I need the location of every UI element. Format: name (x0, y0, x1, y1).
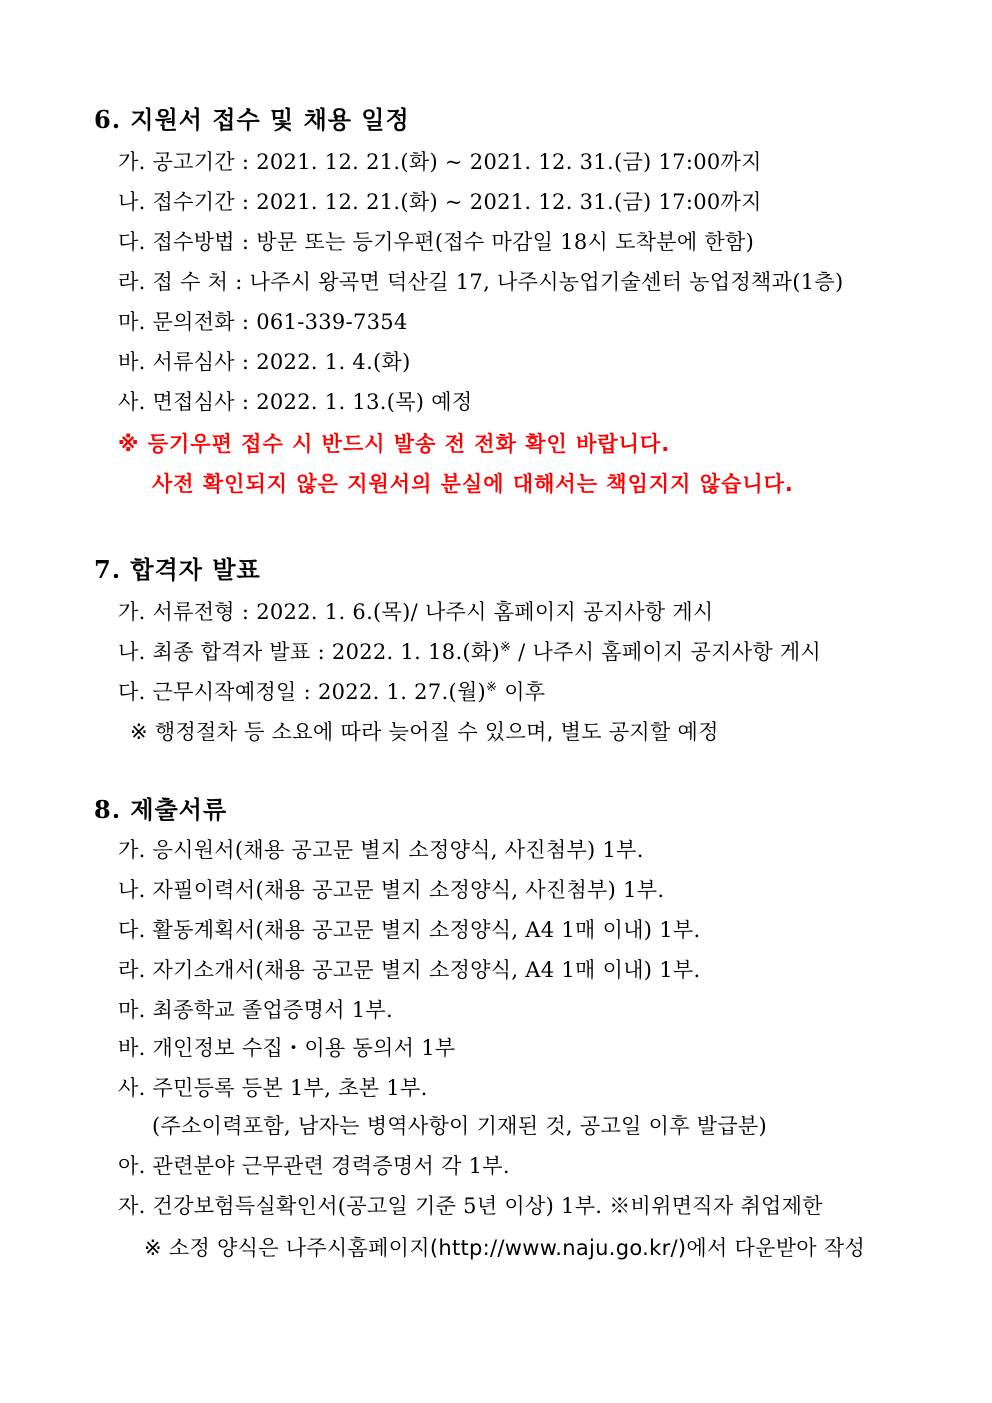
document-item: 사. 주민등록 등본 1부, 초본 1부. (118, 1076, 428, 1100)
schedule-item: 나. 접수기간 : 2021. 12. 21.(화) ~ 2021. 12. 31.(금) 17:00까지 (118, 190, 762, 214)
announcement-text: 다. 근무시작예정일 : 2022. 1. 27.(월) (118, 680, 487, 704)
section-8-title: 8. 제출서류 (94, 795, 228, 824)
announcement-item: 가. 서류전형 : 2022. 1. 6.(목)/ 나주시 홈페이지 공지사항 게시 (118, 600, 714, 624)
document-item: 라. 자기소개서(채용 공고문 별지 소정양식, A4 1매 이내) 1부. (118, 958, 701, 982)
footnote-mark: ※ (500, 640, 512, 655)
announcement-text: 이후 (497, 680, 546, 704)
schedule-item: 바. 서류심사 : 2022. 1. 4.(화) (118, 350, 411, 374)
loss-liability-notice: 사전 확인되지 않은 지원서의 분실에 대해서는 책임지지 않습니다. (152, 472, 794, 496)
document-item-detail: (주소이력포함, 남자는 병역사항이 기재된 것, 공고일 이후 발급분) (152, 1114, 767, 1138)
schedule-item: 다. 접수방법 : 방문 또는 등기우편(접수 마감일 18시 도착분에 한함) (118, 230, 755, 254)
schedule-item: 마. 문의전화 : 061-339-7354 (118, 310, 408, 334)
footnote-mark: ※ (486, 680, 498, 695)
schedule-item: 사. 면접심사 : 2022. 1. 13.(목) 예정 (118, 390, 473, 414)
document-item: 자. 건강보험득실확인서(공고일 기준 5년 이상) 1부. ※비위면직자 취업제한 (118, 1194, 823, 1218)
announcement-item (118, 676, 545, 706)
document-item: 바. 개인정보 수집・이용 동의서 1부 (118, 1036, 456, 1060)
document-item: 나. 자필이력서(채용 공고문 별지 소정양식, 사진첨부) 1부. (118, 878, 665, 902)
form-download-note: ※ 소정 양식은 나주시홈페이지(http://www.naju.go.kr/)에서 다운받아 작성 (144, 1236, 866, 1260)
document-item: 아. 관련분야 근무관련 경력증명서 각 1부. (118, 1154, 510, 1178)
announcement-text: 나. 최종 합격자 발표 : 2022. 1. 18.(화) (118, 640, 500, 664)
announcement-item (118, 636, 821, 666)
section-6-title: 6. 지원서 접수 및 채용 일정 (94, 105, 410, 134)
document-item: 마. 최종학교 졸업증명서 1부. (118, 998, 393, 1022)
schedule-item: 라. 접 수 처 : 나주시 왕곡면 덕산길 17, 나주시농업기술센터 농업정책과(1층) (118, 270, 844, 294)
section-7-title: 7. 합격자 발표 (94, 555, 261, 584)
announcement-note: ※ 행정절차 등 소요에 따라 늦어질 수 있으며, 별도 공지할 예정 (130, 720, 719, 744)
document-item: 가. 응시원서(채용 공고문 별지 소정양식, 사진첨부) 1부. (118, 838, 644, 862)
registered-mail-notice: ※ 등기우편 접수 시 반드시 발송 전 전화 확인 바랍니다. (118, 432, 671, 456)
document-item: 다. 활동계획서(채용 공고문 별지 소정양식, A4 1매 이내) 1부. (118, 918, 701, 942)
announcement-text: / 나주시 홈페이지 공지사항 게시 (511, 640, 822, 664)
schedule-item: 가. 공고기간 : 2021. 12. 21.(화) ~ 2021. 12. 31.(금) 17:00까지 (118, 150, 762, 174)
